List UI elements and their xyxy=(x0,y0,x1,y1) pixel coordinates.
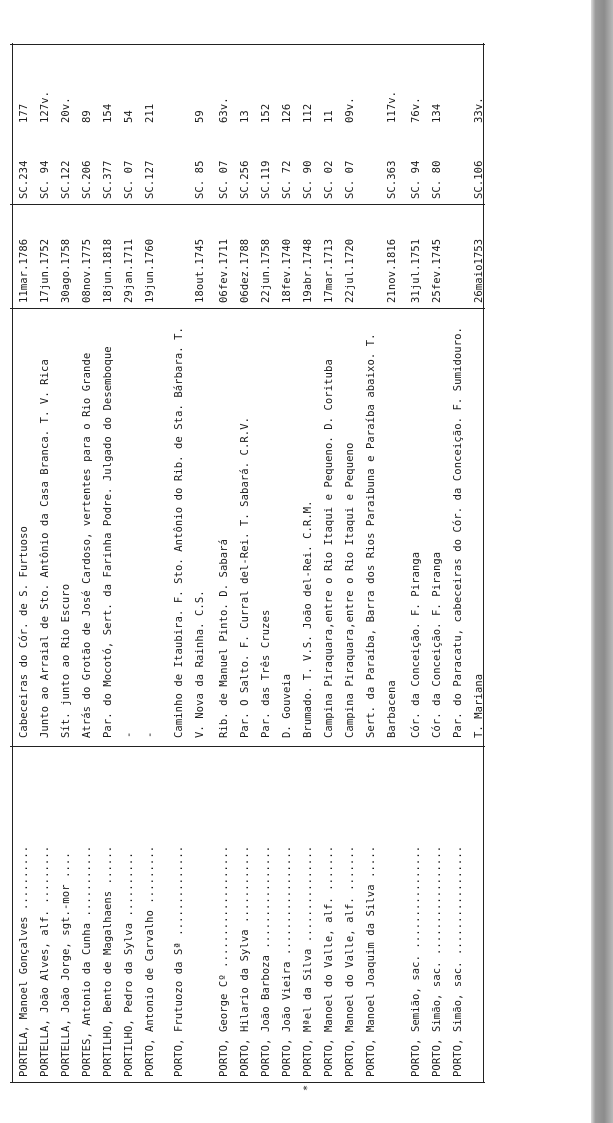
index-page xyxy=(10,43,485,1091)
entry-location: Atrás do Grotão de José Cardoso, vertentes para o Rio Grande xyxy=(81,352,93,738)
entry-name: PORTO, Simão, sac. ................. xyxy=(431,845,443,1077)
entry-folio: 112 xyxy=(302,103,314,123)
entry-reference: SC. 72 xyxy=(281,160,293,199)
table-row xyxy=(340,43,360,1083)
table-row xyxy=(256,43,276,1083)
entry-folio: 211 xyxy=(144,103,156,123)
table-row xyxy=(190,43,210,1083)
entry-date: 06fev.1711 xyxy=(218,238,230,303)
entry-location: Junto ao Arraial de Sto. Antônio da Casa Branca. T. V. Rica xyxy=(39,359,51,738)
entry-reference: SC. 90 xyxy=(302,160,314,199)
table-row xyxy=(427,43,447,1083)
entry-date: 19jun.1760 xyxy=(144,238,156,303)
entry-name: PORTO, Manoel do Valle, alf. ....... xyxy=(344,845,356,1077)
entry-name: PORTO, Manoel do Valle, alf. ....... xyxy=(323,845,335,1077)
entry-date: 22jun.1758 xyxy=(260,238,272,303)
entry-name: PORTO, Mªel da Silva ............... xyxy=(302,845,314,1077)
table-row xyxy=(214,43,234,1083)
entry-location: Campina Piraquara,entre o Rio Itaqui e Pequeno. D. Corituba xyxy=(323,359,335,738)
entry-date: 19abr.1748 xyxy=(302,238,314,303)
entry-name: PORTO, Simão, sac. ................. xyxy=(452,845,464,1077)
entry-folio: 76v. xyxy=(410,97,422,123)
entry-date: 22jul.1720 xyxy=(344,238,356,303)
entry-folio: 09v. xyxy=(344,97,356,123)
entry-location: Campina Piraquara,entre o Rio Itaqui e Pequeno xyxy=(344,442,356,738)
table-row xyxy=(298,43,318,1091)
entry-location: Cór. da Conceição. F. Piranga xyxy=(410,551,422,738)
entry-reference: SC. 85 xyxy=(194,160,206,199)
entry-location: Rib. de Manuel Pinto. D. Sabará xyxy=(218,538,230,738)
entry-date: 26maio1753 xyxy=(473,238,485,303)
entry-folio: 59 xyxy=(194,110,206,123)
entry-reference: SC.106 xyxy=(473,160,485,199)
table-row xyxy=(140,43,160,1083)
entry-name: PORTO, Semião, sac. ................ xyxy=(410,845,422,1077)
entry-location: - xyxy=(144,731,156,738)
entry-date: 29jan.1711 xyxy=(123,238,135,303)
entry-folio: 134 xyxy=(431,103,443,123)
entry-location: Brumado. T. V.S. João del-Rei. C.R.M. xyxy=(302,500,314,738)
entry-date: 21nov.1816 xyxy=(386,238,398,303)
entry-folio: 89 xyxy=(81,110,93,123)
entry-reference: SC. 07 xyxy=(218,160,230,199)
table-row xyxy=(119,43,139,1083)
entry-reference: SC.256 xyxy=(239,160,251,199)
entry-date: 06dez.1788 xyxy=(239,238,251,303)
entry-folio: 126 xyxy=(281,103,293,123)
entry-location: - xyxy=(123,731,135,738)
entry-date: 25fev.1745 xyxy=(431,238,443,303)
entry-date: 30ago.1758 xyxy=(60,238,72,303)
entry-name: PORTILHO, Bento de Magalhaens ...... xyxy=(102,845,114,1077)
entry-reference: SC. 80 xyxy=(431,160,443,199)
entry-name: PORTO, João Barboza ................ xyxy=(260,845,272,1077)
entry-reference: SC.127 xyxy=(144,160,156,199)
table-row xyxy=(56,43,76,1083)
entry-date: 17jun.1752 xyxy=(39,238,51,303)
entry-location: Par. das Três Cruzes xyxy=(260,609,272,738)
table-row xyxy=(406,43,426,1083)
entry-folio: 54 xyxy=(123,110,135,123)
entry-name: PORTO, Manoel Joaquim da Silva ..... xyxy=(365,845,377,1077)
entry-reference: SC.363 xyxy=(386,160,398,199)
table-row xyxy=(448,43,468,1083)
scanner-edge xyxy=(591,0,613,1123)
entry-name: PORTO, George Cº ................... xyxy=(218,845,230,1077)
entry-date: 18jun.1818 xyxy=(102,238,114,303)
entry-reference: SC.206 xyxy=(81,160,93,199)
entry-date: 08nov.1775 xyxy=(81,238,93,303)
entry-date: 18out.1745 xyxy=(194,238,206,303)
entry-folio: 154 xyxy=(102,103,114,123)
entry-folio: 63v. xyxy=(218,97,230,123)
entry-reference: SC. 07 xyxy=(344,160,356,199)
entry-folio: 152 xyxy=(260,103,272,123)
top-rule xyxy=(12,43,13,1083)
entry-folio: 11 xyxy=(323,110,335,123)
entry-name: PORTELA, Manoel Gonçalves .......... xyxy=(18,845,30,1077)
entry-location: Caminho de Itaubira. F. Sto. Antônio do Rib. de Sta. Bárbara. T. xyxy=(173,327,185,738)
entry-folio: 127v. xyxy=(39,90,51,123)
entry-reference: SC.122 xyxy=(60,160,72,199)
table-row xyxy=(382,43,402,1083)
entry-location: D. Gouveia xyxy=(281,673,293,738)
entry-location: Par. O Salto. F. Curral del-Rei. T. Sabará. C.R.V. xyxy=(239,416,251,738)
entry-reference: SC. 94 xyxy=(410,160,422,199)
entry-folio: 117v. xyxy=(386,90,398,123)
table-row xyxy=(14,43,34,1083)
entry-name: PORTO, Frutuozo da Sª .............. xyxy=(173,845,185,1077)
asterisk-marker: * xyxy=(302,1084,313,1091)
entry-date: 18fev.1740 xyxy=(281,238,293,303)
entry-name: PORTILHO, Pedro da Sylva .......... xyxy=(123,852,135,1077)
entry-name: PORTO, Hilario da Sylva ............ xyxy=(239,845,251,1077)
entry-date: 11mar.1786 xyxy=(18,238,30,303)
entry-name: PORTO, João Vieira ................. xyxy=(281,845,293,1077)
table-row xyxy=(169,43,189,1083)
entry-location: Sít. junto ao Rio Escuro xyxy=(60,583,72,738)
entry-name: PORTELLA, João Jorge, sgt.-mor .... xyxy=(60,852,72,1077)
entry-reference: SC.234 xyxy=(18,160,30,199)
table-row xyxy=(361,43,381,1083)
entry-name: PORTELLA, João Alves, alf. ......... xyxy=(39,845,51,1077)
entry-location: Sert. da Paraíba, Barra dos Rios Paraibuna e Paraíba abaixo. T. xyxy=(365,333,377,738)
entry-location: Barbacena xyxy=(386,680,398,738)
table-row xyxy=(469,43,489,1083)
table-row xyxy=(235,43,255,1083)
entry-folio: 13 xyxy=(239,110,251,123)
entry-reference: SC.119 xyxy=(260,160,272,199)
entry-folio: 33v. xyxy=(473,97,485,123)
entry-date: 17mar.1713 xyxy=(323,238,335,303)
entry-location: Par. do Paracatu, cabeceiras do Cór. da Conceição. F. Sumidouro. xyxy=(452,327,464,738)
entry-location: T. Mariana xyxy=(473,673,485,738)
table-row xyxy=(77,43,97,1083)
entry-reference: SC. 94 xyxy=(39,160,51,199)
entry-name: PORTO, Antonio de Carvalho ......... xyxy=(144,845,156,1077)
entry-location: Cabeceiras do Cór. de S. Furtuoso xyxy=(18,526,30,738)
entry-reference: SC.377 xyxy=(102,160,114,199)
table-row xyxy=(277,43,297,1083)
entry-location: Par. do Mocotó, Sert. da Farinha Podre. Julgado do Desemboque xyxy=(102,346,114,738)
table-row xyxy=(319,43,339,1083)
table-row xyxy=(35,43,55,1083)
table-row xyxy=(98,43,118,1083)
entry-location: Cór. da Conceição. F. Piranga xyxy=(431,551,443,738)
entry-date: 31jul.1751 xyxy=(410,238,422,303)
entry-reference: SC. 07 xyxy=(123,160,135,199)
entry-folio: 177 xyxy=(18,103,30,123)
entry-folio: 20v. xyxy=(60,97,72,123)
entry-reference: SC. 02 xyxy=(323,160,335,199)
entry-location: V. Nova da Rainha. C.S. xyxy=(194,590,206,738)
entry-name: PORTES, Antonio da Cunha ........... xyxy=(81,845,93,1077)
